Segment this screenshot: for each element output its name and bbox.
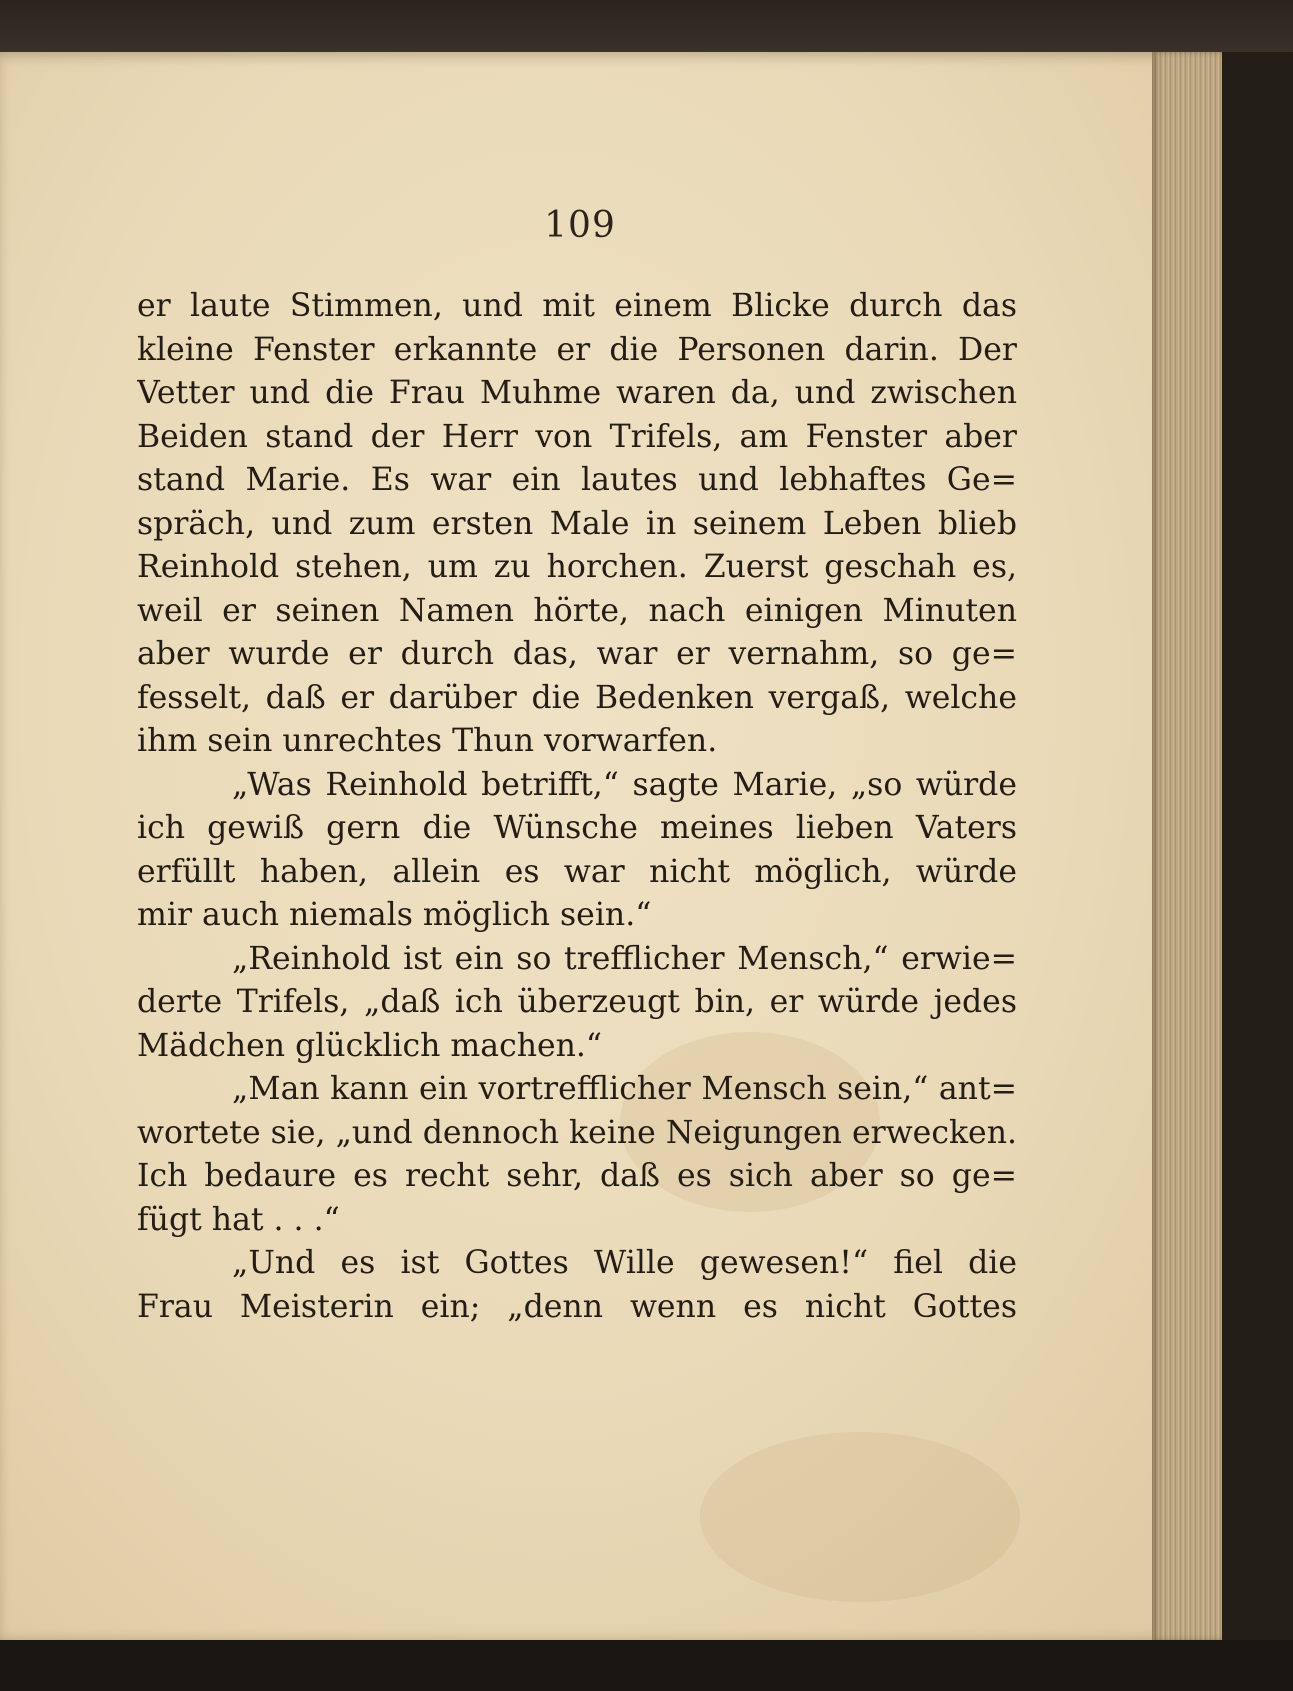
text-line: derte Trifels, „daß ich überzeugt bin, er würde jedes <box>137 984 1017 1020</box>
text-line: erfüllt haben, allein es war nicht möglich, würde <box>137 853 1017 890</box>
text-line: ihm sein unrechtes Thun vorwarfen. <box>137 723 718 759</box>
book-cover-top-edge <box>0 0 1293 52</box>
text-line: mir auch niemals möglich sein.“ <box>137 897 652 933</box>
text-line: wortete sie, „und dennoch keine Neigungen erwecken. <box>137 1114 1017 1151</box>
text-line: Ich bedaure es recht sehr, daß es sich aber so ge= <box>137 1158 1017 1194</box>
book-cover-bottom-edge <box>0 1640 1293 1691</box>
paper-stain <box>700 1432 1020 1602</box>
page-number: 109 <box>544 205 616 246</box>
text-line: „Was Reinhold betrifft,“ sagte Marie, „so würde <box>232 766 1017 803</box>
text-line: „Man kann ein vortrefflicher Mensch sein,“ ant= <box>232 1071 1017 1107</box>
text-line: kleine Fenster erkannte er die Personen darin. Der <box>137 331 1017 368</box>
text-line: „Reinhold ist ein so trefflicher Mensch,“ erwie= <box>232 940 1017 977</box>
text-line: Beiden stand der Herr von Trifels, am Fenster aber <box>137 418 1017 455</box>
text-line: aber wurde er durch das, war er vernahm, so ge= <box>137 636 1017 672</box>
text-line: fügt hat . . .“ <box>137 1201 340 1238</box>
text-line: ich gewiß gern die Wünsche meines lieben Vaters <box>137 810 1017 846</box>
text-line: Reinhold stehen, um zu horchen. Zuerst geschah es, <box>137 549 1017 585</box>
text-line: Frau Meisterin ein; „denn wenn es nicht Gottes <box>137 1288 1017 1325</box>
text-line: fesselt, daß er darüber die Bedenken vergaß, welche <box>137 679 1017 716</box>
text-line: Mädchen glücklich machen.“ <box>137 1027 603 1064</box>
text-line: Vetter und die Frau Muhme waren da, und zwischen <box>137 375 1017 411</box>
body-text <box>137 285 1017 1329</box>
text-line: weil er seinen Namen hörte, nach einigen Minuten <box>137 592 1017 629</box>
page-edges <box>1152 52 1222 1640</box>
text-line: stand Marie. Es war ein lautes und lebhaftes Ge= <box>137 462 1017 498</box>
text-line: „Und es ist Gottes Wille gewesen!“ fiel die <box>232 1245 1017 1281</box>
text-line: spräch, und zum ersten Male in seinem Leben blieb <box>137 505 1017 542</box>
text-line: er laute Stimmen, und mit einem Blicke durch das <box>137 288 1017 324</box>
